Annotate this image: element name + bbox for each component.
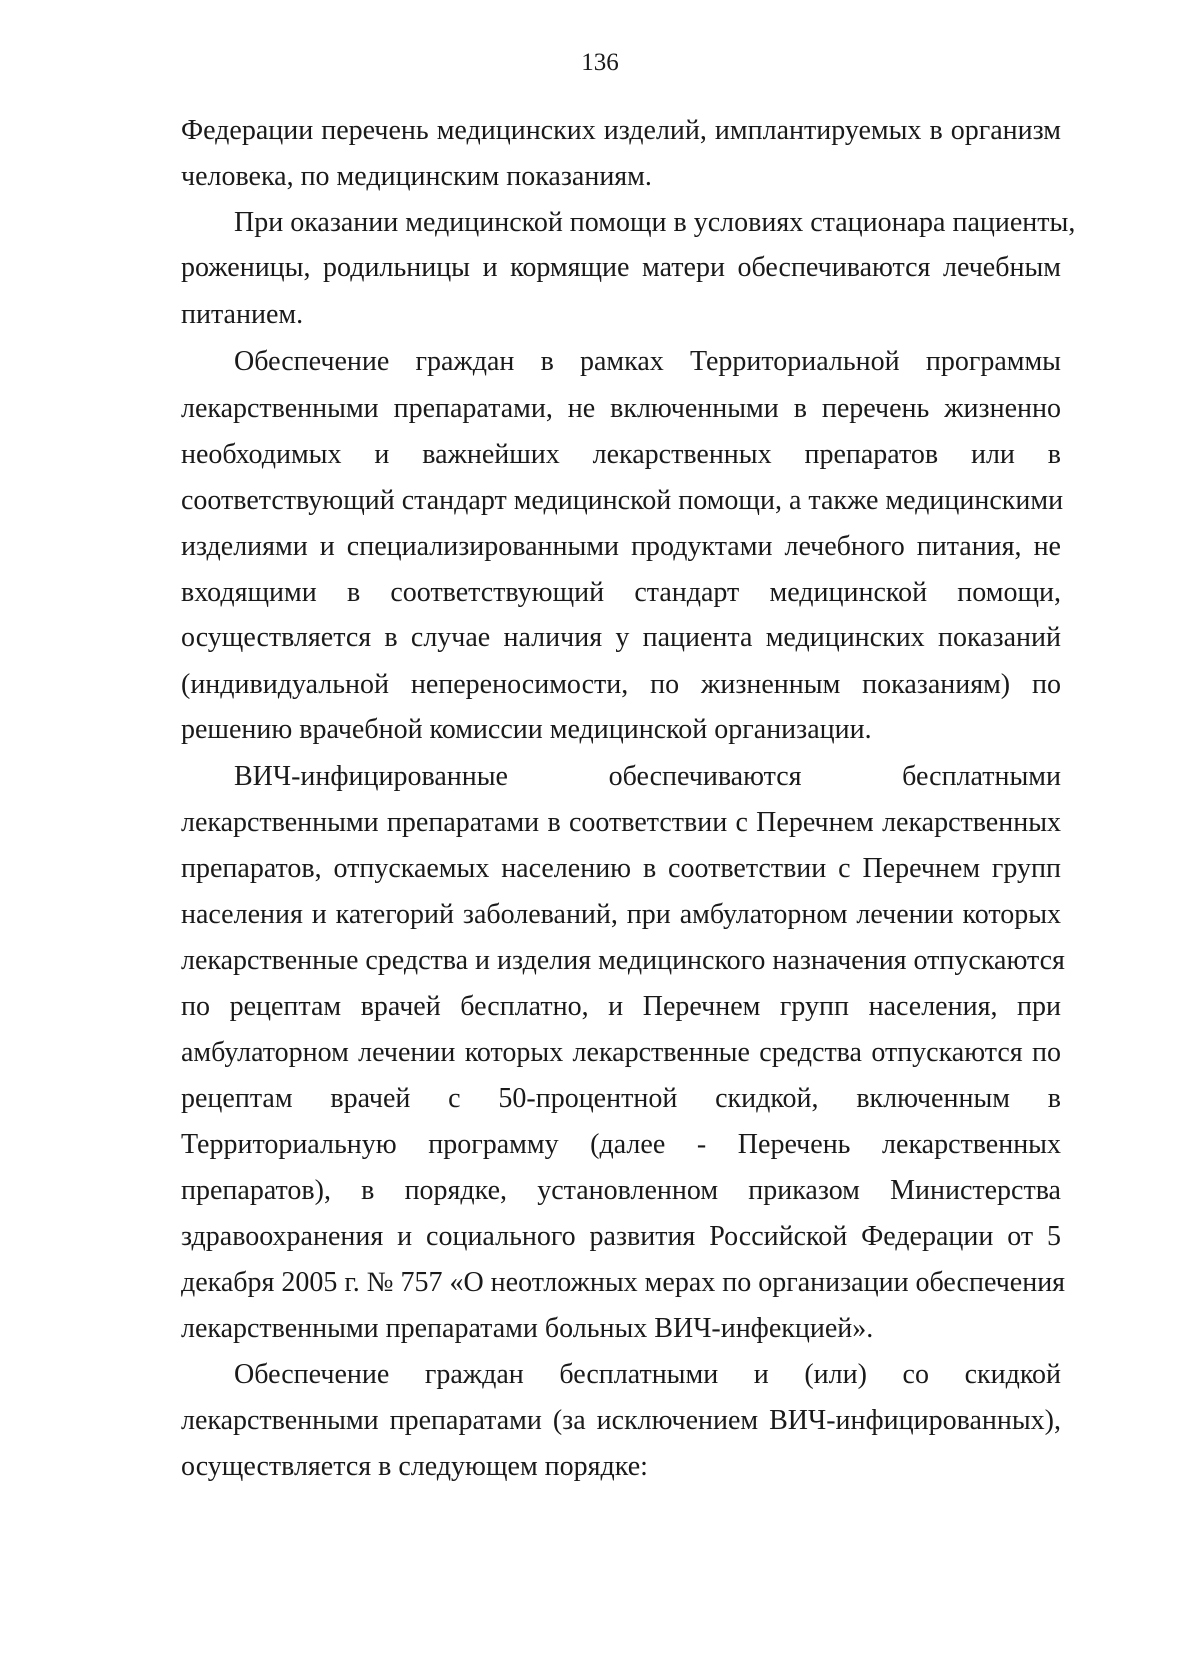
text-line: ВИЧ-инфицированные обеспечиваются бесплатными: [234, 761, 1061, 792]
text-line: лекарственными препаратами больных ВИЧ-инфекцией».: [181, 1313, 874, 1344]
text-line: (индивидуальной непереносимости, по жизненным показаниям) по: [181, 669, 1061, 700]
text-line: здравоохранения и социального развития Российской Федерации от 5: [181, 1221, 1061, 1252]
text-line: осуществляется в случае наличия у пациента медицинских показаний: [181, 622, 1061, 653]
text-line: Федерации перечень медицинских изделий, имплантируемых в организм: [181, 115, 1061, 146]
text-line: Обеспечение граждан в рамках Территориальной программы: [234, 346, 1061, 377]
text-line: Обеспечение граждан бесплатными и (или) со скидкой: [234, 1359, 1061, 1390]
text-line: соответствующий стандарт медицинской помощи, а также медицинскими: [181, 485, 1064, 516]
text-line: лекарственными препаратами, не включенными в перечень жизненно: [181, 393, 1061, 424]
text-line: осуществляется в следующем порядке:: [181, 1451, 648, 1482]
text-line: роженицы, родильницы и кормящие матери обеспечиваются лечебным: [181, 252, 1061, 283]
text-line: амбулаторном лечении которых лекарственные средства отпускаются по: [181, 1037, 1061, 1068]
text-line: решению врачебной комиссии медицинской организации.: [181, 714, 872, 745]
text-line: рецептам врачей с 50-процентной скидкой, включенным в: [181, 1083, 1061, 1114]
text-line: населения и категорий заболеваний, при амбулаторном лечении которых: [181, 899, 1061, 930]
text-line: лекарственными препаратами в соответствии с Перечнем лекарственных: [181, 807, 1061, 838]
text-line: человека, по медицинским показаниям.: [181, 161, 652, 192]
text-line: препаратов), в порядке, установленном приказом Министерства: [181, 1175, 1061, 1206]
text-line: препаратов, отпускаемых населению в соответствии с Перечнем групп: [181, 853, 1061, 884]
text-line: питанием.: [181, 299, 304, 330]
text-line: лекарственные средства и изделия медицинского назначения отпускаются: [181, 945, 1065, 976]
text-line: изделиями и специализированными продуктами лечебного питания, не: [181, 531, 1061, 562]
text-line: необходимых и важнейших лекарственных препаратов или в: [181, 439, 1061, 470]
text-line: Территориальную программу (далее - Перечень лекарственных: [181, 1129, 1061, 1160]
text-line: по рецептам врачей бесплатно, и Перечнем групп населения, при: [181, 991, 1061, 1022]
text-line: входящими в соответствующий стандарт медицинской помощи,: [181, 577, 1061, 608]
text-line: При оказании медицинской помощи в условиях стационара пациенты,: [234, 207, 1076, 238]
text-line: декабря 2005 г. № 757 «О неотложных мерах по организации обеспечения: [181, 1267, 1066, 1298]
page-number: 136: [581, 49, 619, 76]
text-line: лекарственными препаратами (за исключением ВИЧ-инфицированных),: [181, 1405, 1061, 1436]
